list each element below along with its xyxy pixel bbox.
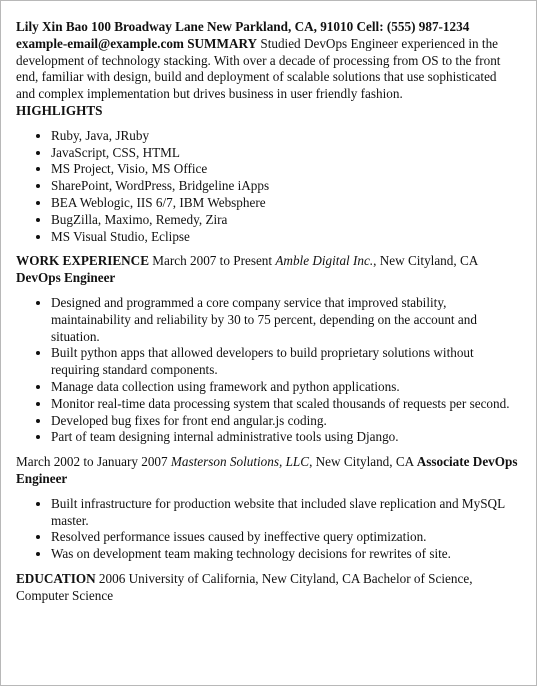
- company-name: Masterson Solutions, LLC: [170, 454, 310, 470]
- job-location: , New Cityland, CA: [373, 253, 479, 269]
- list-item: • SharePoint, WordPress, Bridgeline iApps: [51, 178, 518, 195]
- list-item: • Part of team designing internal administrative tools using Django.: [51, 429, 518, 446]
- list-item: • Built python apps that allowed developers to build proprietary solutions without requiring standard components.: [51, 345, 518, 379]
- summary-heading: SUMMARY: [187, 35, 258, 51]
- education-text: 2006 University of California, New Cityland, CA Bachelor of Science, Computer Science: [16, 570, 473, 603]
- list-item: • Built infrastructure for production website that included slave replication and MySQL master.: [51, 496, 518, 530]
- list-item: • BugZilla, Maximo, Remedy, Zira: [51, 212, 518, 229]
- education-block: [16, 571, 518, 605]
- header-summary-block: [16, 19, 518, 103]
- experience-heading: WORK EXPERIENCE: [16, 253, 149, 269]
- job-dates: March 2002 to January 2007: [16, 454, 168, 470]
- cell-label: Cell:: [356, 19, 384, 34]
- job-location: , New Cityland, CA: [309, 454, 414, 470]
- phone: (555) 987-1234: [386, 19, 470, 34]
- job-1-bullets: [16, 295, 518, 446]
- job-title: Associate DevOps Engineer: [16, 454, 518, 486]
- summary-text: Studied DevOps Engineer experienced in the development of technology stacking. With over a decade of processing from OS to the front end, familiar with design, build and deployment of scalable solutions that use sophisticated and complex implementation but drives business in user friendly fashion.: [16, 35, 501, 102]
- list-item: • MS Project, Visio, MS Office: [51, 161, 518, 178]
- company-name: Amble Digital Inc.: [275, 253, 374, 269]
- education-heading: EDUCATION: [16, 570, 96, 586]
- job-title: DevOps Engineer: [16, 270, 116, 286]
- job-dates: March 2007 to Present: [152, 253, 273, 269]
- job-2-bullets: [16, 496, 518, 563]
- list-item: • Was on development team making technology decisions for rewrites of site.: [51, 546, 518, 563]
- email: example-email@example.com: [16, 35, 184, 51]
- job-2-header: [16, 454, 518, 488]
- address: 100 Broadway Lane New Parkland, CA, 91010: [91, 19, 354, 34]
- list-item: • Monitor real-time data processing system that scaled thousands of requests per second.: [51, 396, 518, 413]
- highlights-heading: HIGHLIGHTS: [16, 102, 103, 118]
- list-item: • MS Visual Studio, Eclipse: [51, 229, 518, 246]
- highlights-list: [16, 128, 518, 246]
- list-item: • Manage data collection using framework and python applications.: [51, 379, 518, 396]
- list-item: • Resolved performance issues caused by ineffective query optimization.: [51, 529, 518, 546]
- list-item: • Ruby, Java, JRuby: [51, 128, 518, 145]
- list-item: • Designed and programmed a core company service that improved stability, maintainability and reliability by 30 to 75 percent, depending on the account and situation.: [51, 295, 518, 345]
- list-item: • JavaScript, CSS, HTML: [51, 145, 518, 162]
- candidate-name: Lily Xin Bao: [16, 19, 88, 34]
- list-item: • BEA Weblogic, IIS 6/7, IBM Websphere: [51, 195, 518, 212]
- list-item: • Developed bug fixes for front end angular.js coding.: [51, 413, 518, 430]
- job-1-header: [16, 253, 518, 287]
